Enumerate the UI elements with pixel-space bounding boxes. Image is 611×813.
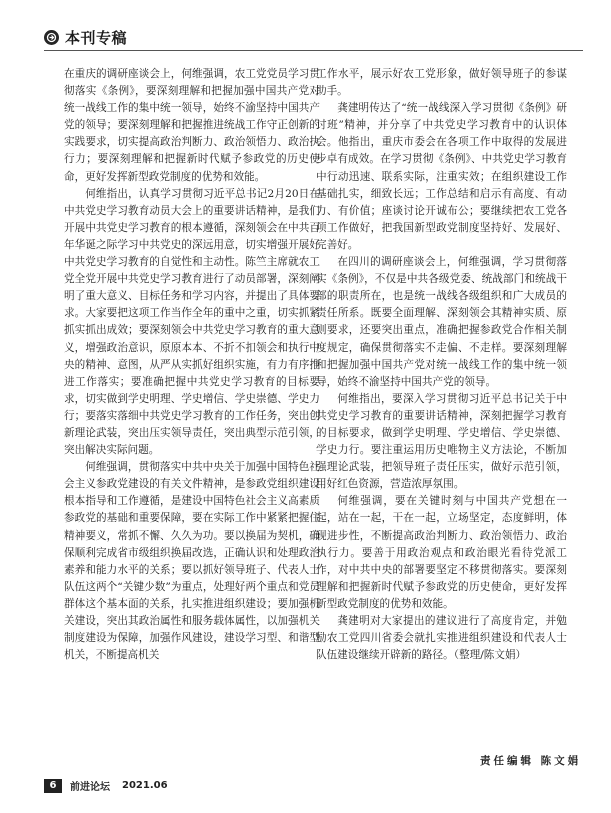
right-column: [316, 66, 567, 664]
header-rule: [44, 50, 583, 51]
section-title: 本刊专稿: [65, 29, 128, 47]
paragraph: 何维强调，贯彻落实中共中央关于加强中国特色社会主义参政党建设的有关文件精神，是参政党组织建设根本指导和工作遵循，是建设中国特色社会主义高素质参政党的基础和重要保障，要在实际工作中紧紧把握住精神要义，常抓不懈、久久为功。要以换届为契机，确保顺利完成省市级组织换届改选，正确认识和处理政治素养和能力水平的关系；要以抓好领导班子、代表人士队伍这两个“关键少数”为重点，处理好两个重点和党员群体这个基本面的关系，扎实推进组织建设；要加强机关建设，突出其政治属性和服务载体属性，以加强机关制度建设为保障，加强作风建设，建设学习型、和谐型机关，不断提高机关: [64, 461, 320, 662]
issue-number: 2021.06: [122, 780, 168, 791]
paragraph: 在重庆的调研座谈会上，何维强调，农工党党员学习贯彻落实《条例》，要深刻理解和把握加强中国共产党对统一战线工作的集中统一领导，始终不渝坚持中国共产党的领导；要深刻理解和把握推进统战工作守正创新的实践要求，切实提高政治判断力、政治领悟力、政治执行力；要深刻理解和把握新时代赋予参政党的历史使命，更好发挥新型政党制度的优势和效能。: [64, 68, 320, 183]
page-footer: [44, 778, 168, 793]
paragraph: 何维指出，认真学习贯彻习近平总书记2月20日在中共党史学习教育动员大会上的重要讲话精神，是我们开展中共党史学习教育的根本遵循，深刻领会在中共百年华诞之际学习中共党史的深远用意，切实增强开展好中共党史学习教育的自觉性和主动性。陈竺主席就农工党全党开展中共党史学习教育进行了动员部署，深刻阐明了重大意义、目标任务和学习内容，并提出了具体要求。大家要把这项工作当作全年的重中之重，切实抓紧抓实抓出成效；要深刻领会中共党史学习教育的重大意义，增强政治意识，原原本本、不折不扣领会和执行中央的精神、意图，从严从实抓好组织实施，有力有序推进工作落实；要准确把握中共党史学习教育的目标要求，切实做到学史明理、学史增信、学史崇德、学史力行；要落实落细中共党史学习教育的工作任务，突出创新理论武装，突出压实领导责任，突出典型示范引领，突出解决实际问题。: [64, 187, 320, 457]
paragraph: 龚建明传达了“统一战线深入学习贯彻《条例》研讨班”精神，并分享了中共党史学习教育中的认识体会。他指出，重庆市委会在各项工作中取得的发展进步卓有成效。在学习贯彻《条例》、中共党史学习教育中行动迅速、联系实际，注重实效；在组织建设工作基础扎实，细致长远；工作总结和启示有高度、有动力、有价值；座谈讨论开诚布公；要继续把农工党各项工作做好，把我国新型政党制度坚持好、发展好、完善好。: [316, 102, 567, 251]
page-number: 6: [44, 779, 62, 793]
section-logo-icon: [44, 30, 59, 45]
paragraph: 龚建明对大家提出的建议进行了高度肯定，并勉励农工党四川省委会就扎实推进组织建设和代表人士队伍建设继续开辟新的路径。（整理/陈文娟）: [316, 615, 567, 662]
paragraph: 工作水平，展示好农工党形象，做好领导班子的参谋助手。: [316, 68, 567, 98]
left-column: [64, 66, 320, 664]
paragraph: 何维指出，要深入学习贯彻习近平总书记关于中共党史学习教育的重要讲话精神，深刻把握学习教育的目标要求，做到学史明理、学史增信、学史崇德、学史力行。要注重运用历史唯物主义方法论，不断加强理论武装，把领导班子责任压实，做好示范引领，用好红色资源，营造浓厚氛围。: [316, 392, 567, 491]
paragraph: 何维强调，要在关键时刻与中国共产党想在一起，站在一起，干在一起，立场坚定，态度鲜明，体现进步性，不断提高政治判断力、政治领悟力、政治执行力。要善于用政治观点和政治眼光看待党派工作，对中共中央的部署要坚定不移贯彻落实。要深刻理解和把握新时代赋予参政党的历史使命，更好发挥新型政党制度的优势和效能。: [316, 495, 567, 610]
editor-credit: 责任编辑 陈文娟: [480, 755, 582, 767]
journal-name: 前进论坛: [70, 782, 110, 793]
page-header: [44, 27, 127, 48]
paragraph: 在四川的调研座谈会上，何维强调，学习贯彻落实《条例》，不仅是中共各级党委、统战部门和统战干部的职责所在，也是统一战线各级组织和广大成员的责任所系。既要全面理解、深刻领会其精神实质、原则要求，还要突出重点，准确把握参政党合作相关制度规定，确保贯彻落实不走偏、不走样。要深刻理解和把握加强中国共产党对统一战线工作的集中统一领导，始终不渝坚持中国共产党的领导。: [316, 256, 567, 388]
